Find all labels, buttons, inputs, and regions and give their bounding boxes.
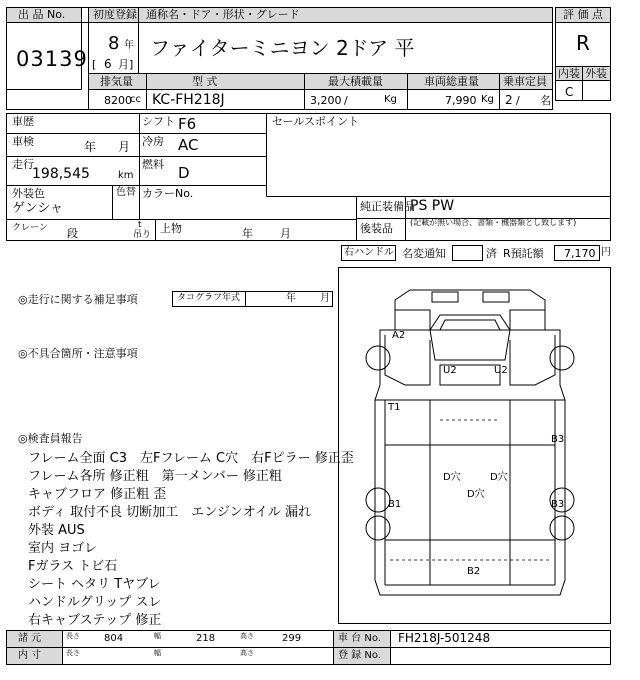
- recycle-deposit-value: 7,170: [564, 247, 596, 260]
- mark-d-hole-center: D穴: [467, 489, 485, 500]
- mileage-value: 198,545: [32, 166, 90, 182]
- sales-points-label: セールスポイント: [272, 115, 360, 128]
- aftermarket-label: 後装品: [360, 222, 393, 235]
- history-label: 車歴: [12, 115, 34, 128]
- inspection-label: 車検: [12, 135, 34, 148]
- capacity-slash: /: [516, 94, 520, 107]
- displacement-value: 8200: [104, 94, 132, 107]
- equipment-value: PS PW: [410, 198, 455, 214]
- first-reg-month: 6: [104, 57, 112, 71]
- first-registration-label: 初度登録: [93, 8, 137, 21]
- displacement-label: 排気量: [100, 75, 133, 88]
- gross-weight-unit: Kg: [481, 94, 494, 105]
- ac-value: AC: [178, 136, 199, 154]
- equipment-label: 純正装備品: [360, 200, 415, 213]
- report-line: 室内 ヨゴレ: [28, 541, 98, 556]
- mark-a2: A2: [392, 330, 406, 341]
- report-line: Fガラス トビ石: [28, 559, 118, 574]
- report-line: 右キャブステップ 修正: [28, 613, 162, 628]
- driving-notes-heading: ◎走行に関する補足事項: [18, 293, 138, 306]
- crane-steps-unit: 段: [67, 227, 78, 240]
- exterior-color-label: 外装色: [12, 187, 45, 200]
- lot-label: 出 品 No.: [18, 8, 66, 21]
- gross-weight-label: 車両総重量: [424, 75, 479, 88]
- aftermarket-note: (記載が無い場合、書類・機器類とし致します): [410, 218, 577, 227]
- interior-width-label: 幅: [154, 649, 161, 657]
- shift-label: シフト: [142, 115, 175, 128]
- height-value: 299: [282, 633, 302, 644]
- mark-d-hole-right: D穴: [490, 472, 508, 483]
- gross-weight-value: 7,990: [445, 94, 477, 107]
- mark-u2-right: U2: [494, 365, 508, 376]
- chassis-value: FH218J-501248: [398, 631, 491, 645]
- inspector-report-list: [28, 447, 354, 627]
- mark-t1: T1: [388, 402, 401, 413]
- shift-value: F6: [178, 115, 197, 133]
- first-reg-month-unit: 月]: [118, 58, 134, 71]
- interior-height-label: 高さ: [240, 649, 254, 657]
- mark-u2-left: U2: [443, 365, 457, 376]
- report-line: フレーム各所 修正粗 第一メンバー 修正粗: [28, 469, 282, 484]
- interior-dims-label: 内 寸: [18, 650, 42, 661]
- crane-hang-unit: 吊り: [133, 230, 152, 240]
- vehicle-name: ファイターミニヨン 2ドア 平: [150, 36, 415, 60]
- capacity-label: 乗車定員: [503, 75, 547, 88]
- max-load-value: 3,200: [310, 94, 342, 107]
- mileage-unit: km: [118, 170, 134, 181]
- max-load-label: 最大積載量: [328, 75, 383, 88]
- tachograph-month-unit: 月: [320, 293, 330, 304]
- overall-grade: R: [576, 31, 590, 55]
- max-load-unit: Kg: [384, 94, 397, 105]
- first-reg-month-open: [: [92, 58, 97, 71]
- interior-length-label: 長さ: [66, 649, 80, 657]
- first-reg-year-unit: 年: [124, 40, 134, 51]
- report-line: 外装 AUS: [28, 523, 85, 538]
- inspection-month-unit: 月: [118, 140, 131, 154]
- chassis-label: 車 台 No.: [338, 633, 381, 644]
- fuel-value: D: [178, 164, 190, 182]
- recycle-unit: 円: [601, 247, 611, 258]
- defects-heading: ◎不具合箇所・注意事項: [18, 347, 138, 360]
- exterior-grade-label: 外装: [585, 67, 607, 80]
- rating-label: 評 価 点: [563, 8, 603, 21]
- top-label: 上物: [160, 222, 182, 235]
- max-load-slash: /: [344, 94, 348, 107]
- color-no-label: 色替: [116, 187, 136, 198]
- rhd-label: 右ハンドル: [344, 247, 394, 258]
- color-code-label: カラーNo.: [142, 187, 194, 200]
- report-line: ハンドルグリップ スレ: [28, 595, 162, 610]
- recycle-paid-label: 済: [486, 247, 497, 260]
- interior-grade-label: 内装: [558, 67, 580, 80]
- capacity-unit: 名: [540, 94, 551, 107]
- mark-d-hole-left: D穴: [443, 472, 461, 483]
- capacity-value: 2: [505, 93, 513, 107]
- width-value: 218: [196, 633, 216, 644]
- tachograph-label: タコグラフ年式: [177, 293, 241, 303]
- exterior-color-value: ゲンシャ: [12, 201, 64, 216]
- recycle-deposit-label: R預託額: [503, 247, 544, 260]
- displacement-unit: cc: [130, 94, 141, 105]
- vehicle-name-label: 通称名・ドア・形状・グレード: [146, 8, 300, 21]
- report-line: シート ヘタリ Tヤブレ: [28, 577, 161, 592]
- length-label: 長さ: [66, 632, 80, 640]
- lot-number: 03139: [16, 47, 88, 71]
- fuel-label: 燃料: [142, 158, 164, 171]
- mark-b3-bottom: B3: [551, 499, 565, 510]
- inspection-year-unit: 年: [84, 140, 97, 154]
- top-month-unit: 月: [280, 227, 291, 240]
- length-value: 804: [104, 633, 124, 644]
- model-label: 型 式: [192, 75, 218, 88]
- ac-label: 冷房: [142, 135, 164, 148]
- report-line: ボディ 取付不良 切断加工 エンジンオイル 漏れ: [28, 505, 312, 520]
- mark-b3-top: B3: [551, 434, 565, 445]
- crane-tons-unit: t: [138, 220, 142, 230]
- tachograph-year-unit: 年: [286, 293, 296, 304]
- report-line: フレーム全面 C3 左Fフレーム C穴 右Fピラー 修正歪: [28, 451, 354, 466]
- dims-label: 諸 元: [18, 633, 42, 644]
- mileage-label: 走行: [12, 158, 34, 171]
- height-label: 高さ: [240, 632, 254, 640]
- registration-label: 登 録 No.: [338, 650, 381, 661]
- top-year-unit: 年: [242, 227, 253, 240]
- inspector-report-heading: ◎検査員報告: [18, 432, 83, 445]
- name-change-label: 名変通知: [402, 247, 446, 260]
- mark-b1: B1: [388, 499, 402, 510]
- crane-label: クレーン: [12, 223, 48, 233]
- first-reg-year: 8: [108, 33, 120, 54]
- width-label: 幅: [154, 632, 161, 640]
- interior-grade: C: [565, 85, 574, 99]
- report-line: キャブフロア 修正粗 歪: [28, 487, 167, 502]
- model-value: KC-FH218J: [152, 92, 225, 108]
- mark-b2: B2: [467, 566, 481, 577]
